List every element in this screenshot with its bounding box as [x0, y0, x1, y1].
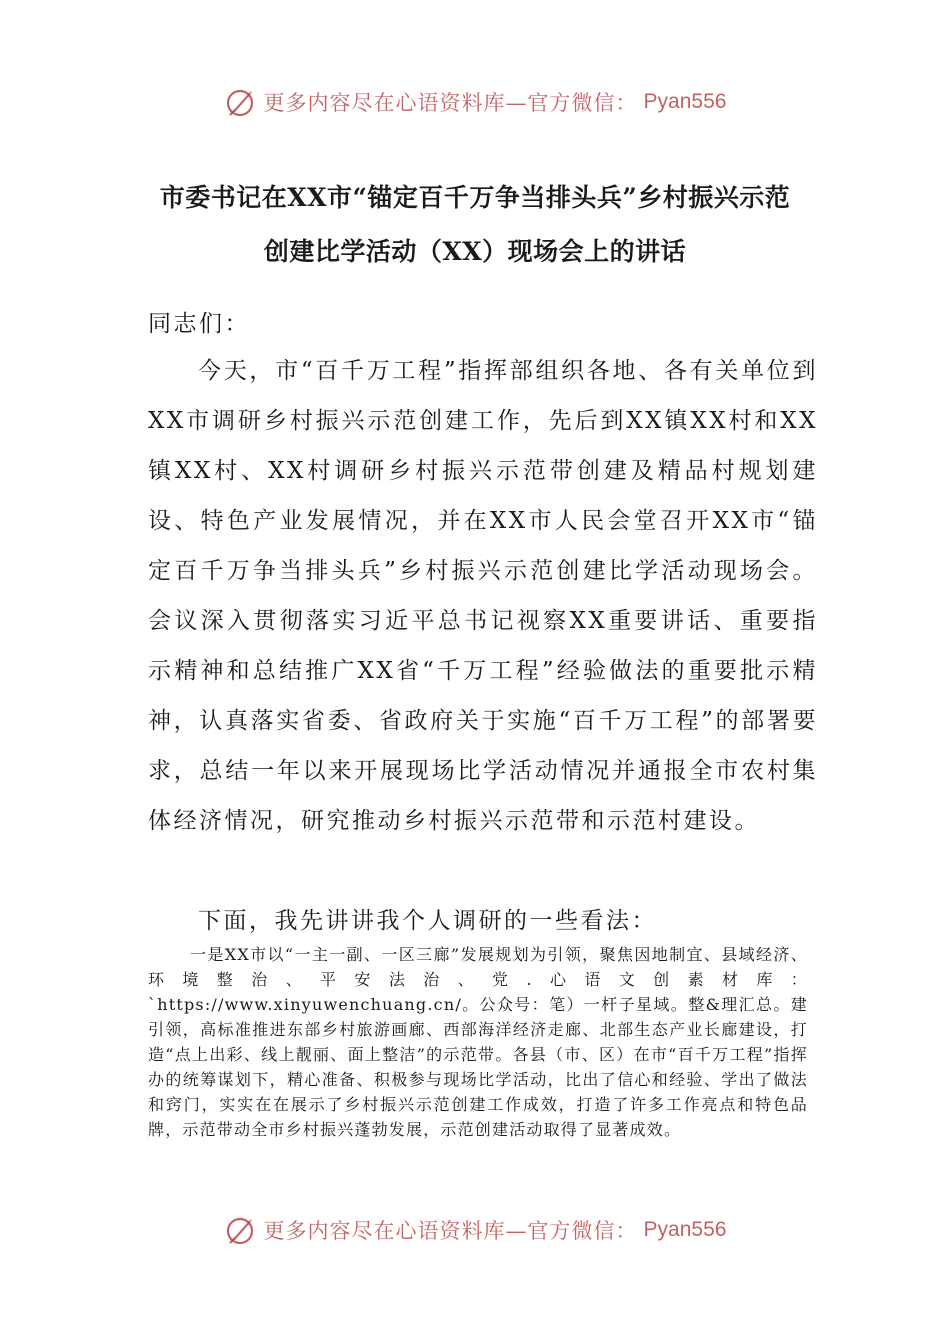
banner-wechat-id: Pyan556 — [643, 1218, 727, 1241]
banner-text: 更多内容尽在心语资料库—官方微信： — [263, 91, 638, 115]
title-line-2: 创建比学活动（XX）现场会上的讲话 — [263, 237, 687, 266]
title-line-1: 市委书记在XX市“锚定百千万争当排头兵”乡村振兴示范 — [159, 183, 791, 212]
quill-pen-logo-icon — [224, 1213, 258, 1247]
header-watermark-banner — [0, 82, 950, 122]
paragraph-3: 一是XX市以“一主一副、一区三廊”发展规划为引领，聚焦因地制宜、县域经济、环境整治、平安法治、党.心语文创素材库：`https://www.xinyuwenchuang.cn/。公众号：笔）一杆子星域。整&理汇总。建引领，高标准推进东部乡村旅游画廊、西部海洋经济走廊、北部生态产业长廊建设，打造“点上出彩、线上靓丽、面上整洁”的示范带。各县（市、区）在市“百千万工程”指挥办的统筹谋划下，精心准备、积极参与现场比学活动，比出了信心和经验、学出了做法和窍门，实实在在展示了乡村振兴示范创建工作成效，打造了许多工作亮点和特色品牌，示范带动全市乡村振兴蓬勃发展，示范创建活动取得了显著成效。 — [148, 945, 808, 1139]
banner-wechat-id: Pyan556 — [643, 90, 727, 113]
paragraph-1: 今天，市“百千万工程”指挥部组织各地、各有关单位到XX市调研乡村振兴示范创建工作，先后到XX镇XX村和XX镇XX村、XX村调研乡村振兴示范带创建及精品村规划建设、特色产业发展情况，并在XX市人民会堂召开XX市“锚定百千万争当排头兵”乡村振兴示范创建比学活动现场会。会议深入贯彻落实习近平总书记视察XX重要讲话、重要指示精神和总结推广XX省“千万工程”经验做法的重要批示精神，认真落实省委、省政府关于实施“百千万工程”的部署要求，总结一年以来开展现场比学活动情况并通报全市农村集体经济情况，研究推动乡村振兴示范带和示范村建设。 — [148, 358, 818, 834]
quill-pen-logo-icon — [224, 85, 258, 119]
banner-text: 更多内容尽在心语资料库—官方微信： — [263, 1219, 638, 1243]
document-title — [100, 171, 850, 279]
footer-watermark-banner — [0, 1210, 950, 1250]
paragraph-2: 下面，我先讲讲我个人调研的一些看法： — [198, 908, 657, 934]
greeting: 同志们： — [148, 311, 250, 337]
